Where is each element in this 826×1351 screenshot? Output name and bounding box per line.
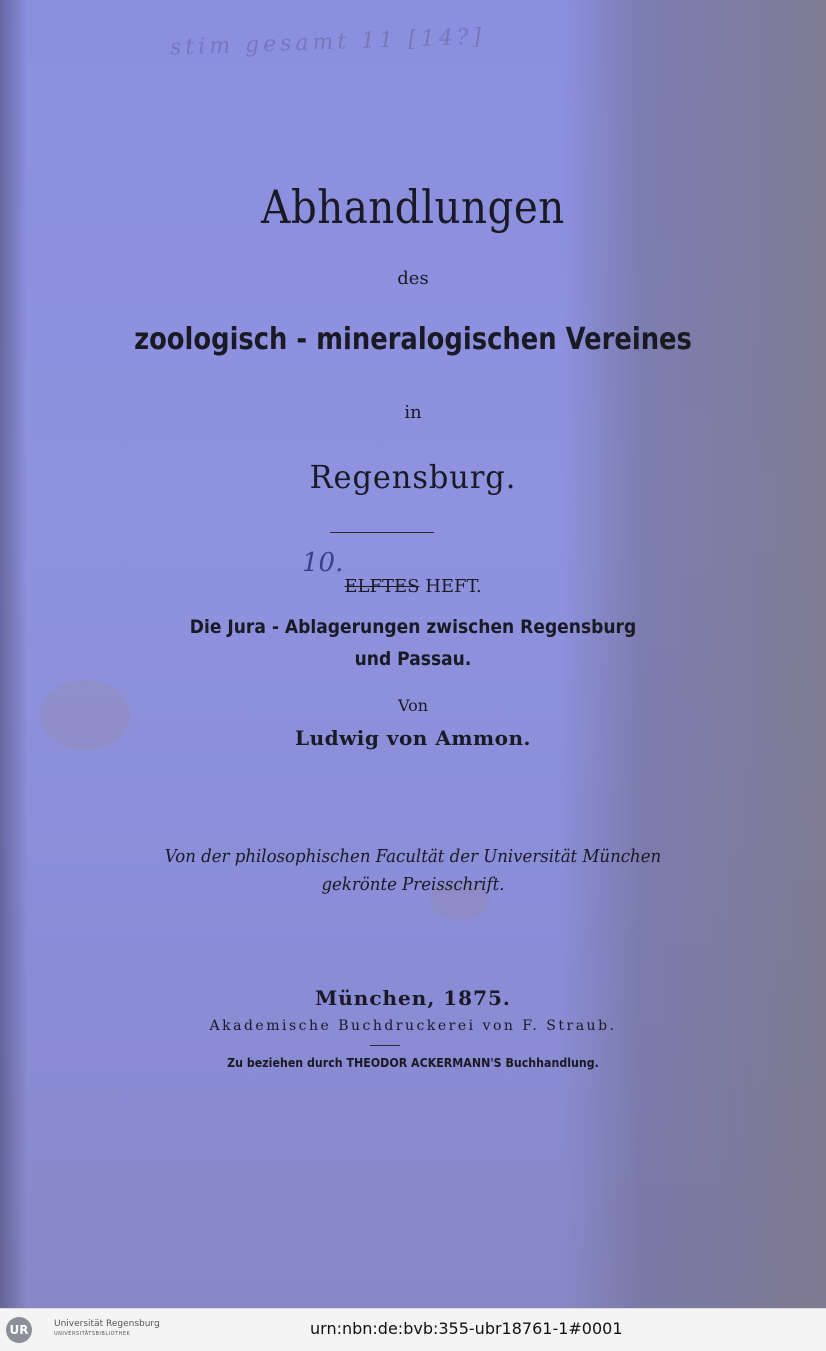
heft-number-handwritten: 10. [302, 548, 344, 578]
series-title: Abhandlungen [261, 180, 565, 234]
city-name: Regensburg. [309, 458, 517, 496]
title-in: in [404, 402, 422, 423]
prize-line2: gekrönte Preisschrift. [321, 874, 505, 895]
author-name: Ludwig von Ammon. [295, 726, 531, 750]
place-year: München, 1875. [315, 986, 511, 1010]
society-name: zoologisch - mineralogischen Vereines [134, 322, 692, 357]
viewer-footer [0, 1308, 826, 1351]
prize-line1: Von der philosophischen Facultät der Universität München [164, 846, 662, 867]
ur-logo-icon: UR [6, 1317, 32, 1343]
work-title-line1: Die Jura - Ablagerungen zwischen Regensburg [189, 616, 637, 638]
distributor: Zu beziehen durch THEODOR ACKERMANN'S Buchhandlung. [227, 1056, 599, 1070]
heft-label: HEFT. [425, 576, 482, 597]
pencil-annotation: stim gesamt 11 [14?] [169, 24, 486, 61]
title-des: des [397, 268, 429, 289]
urn-identifier: urn:nbn:de:bvb:355-ubr18761-1#0001 [310, 1319, 623, 1338]
heft-struck: ELFTES [344, 576, 420, 597]
logo-subtitle: UNIVERSITÄTSBIBLIOTHEK [54, 1331, 131, 1337]
printer: Akademische Buchdruckerei von F. Straub. [209, 1018, 617, 1034]
university-logo[interactable] [6, 1317, 160, 1343]
work-title-line2: und Passau. [354, 648, 472, 670]
author-prefix: Von [397, 696, 429, 715]
heft-line [0, 576, 826, 597]
logo-name: Universität Regensburg [54, 1319, 160, 1329]
divider [370, 1045, 400, 1046]
divider [330, 532, 434, 533]
